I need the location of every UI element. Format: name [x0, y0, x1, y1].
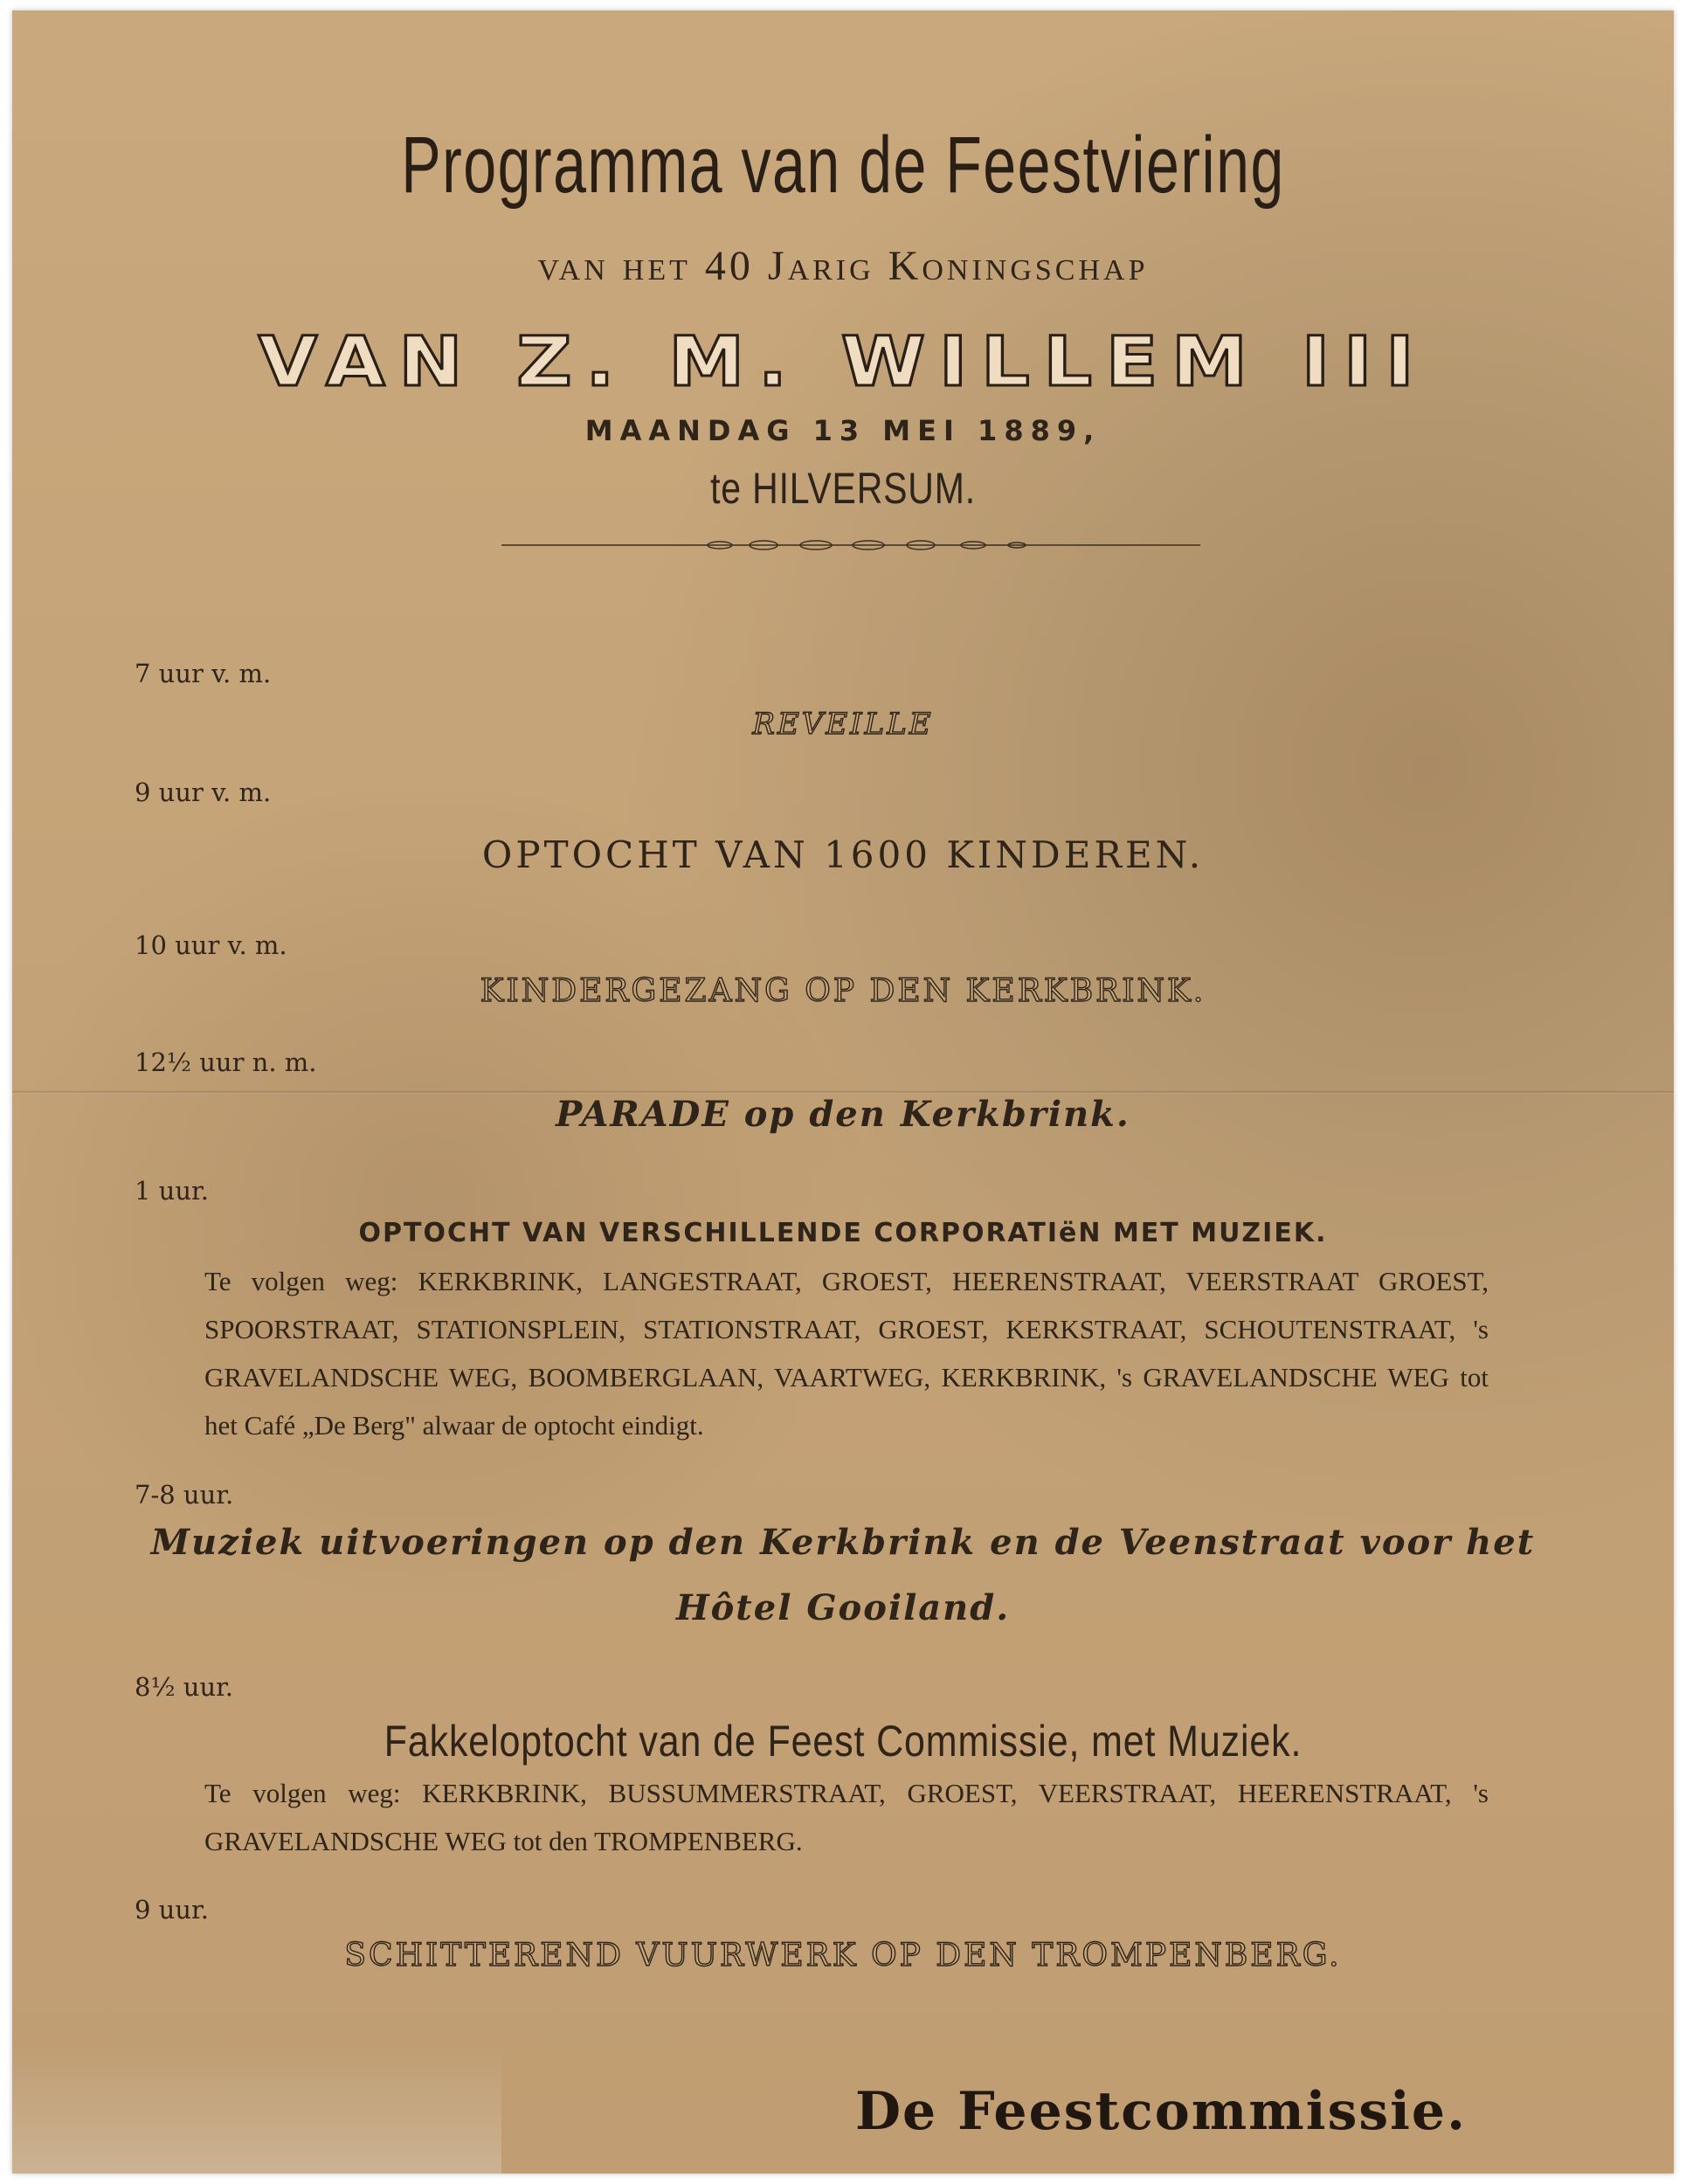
- event-music-line2: Hôtel Gooiland.: [675, 1587, 1011, 1628]
- time-label: 7-8 uur.: [135, 1480, 234, 1510]
- program-sheet: [12, 10, 1674, 2174]
- page-subtitle: van het 40 Jarig Koningschap: [537, 243, 1149, 289]
- event-music-line1: Muziek uitvoeringen op den Kerkbrink en de Veenstraat voor het: [150, 1522, 1536, 1563]
- event-reveille: REVEILLE: [752, 707, 934, 742]
- route-text: Te volgen weg: KERKBRINK, LANGESTRAAT, GROEST, HEERENSTRAAT, VEERSTRAAT GROEST, SPOORSTRAAT, STATIONSPLEIN, STATIONSTRAAT, GROEST, KERKSTRAAT, SCHOUTENSTRAAT, 's GRAVELANDSCHE WEG, BOOMBERGLAAN, VAARTWEG, KERKBRINK, 's GRAVELANDSCHE WEG tot het Café „De Berg" alwaar de optocht eindigt.: [204, 1266, 1489, 1441]
- time-label: 9 uur.: [135, 1895, 209, 1925]
- time-label: 12½ uur n. m.: [135, 1047, 317, 1077]
- event-corporations-parade: OPTOCHT VAN VERSCHILLENDE CORPORATIëN MET MUZIEK.: [358, 1218, 1328, 1248]
- ornamental-rule-icon: [501, 540, 1200, 550]
- event-children-parade: OPTOCHT VAN 1600 KINDEREN.: [481, 833, 1205, 876]
- time-label: 8½ uur.: [135, 1672, 234, 1702]
- time-label: 10 uur v. m.: [135, 930, 287, 960]
- event-parade: PARADE op den Kerkbrink.: [556, 1094, 1130, 1135]
- time-label: 1 uur.: [135, 1176, 209, 1206]
- time-label: 7 uur v. m.: [135, 659, 272, 688]
- paper-stain: [12, 2046, 501, 2174]
- signature: De Feestcommissie.: [855, 2081, 1467, 2142]
- route-text: Te volgen weg: KERKBRINK, BUSSUMMERSTRAAT, GROEST, VEERSTRAAT, HEERENSTRAAT, 's GRAVELANDSCHE WEG tot den TROMPENBERG.: [204, 1778, 1489, 1856]
- king-heading: VAN Z. M. WILLEM III: [258, 323, 1428, 402]
- event-date: MAANDAG 13 MEI 1889,: [584, 414, 1102, 447]
- event-place: te HILVERSUM.: [710, 464, 976, 513]
- event-fireworks: SCHITTEREND VUURWERK OP DEN TROMPENBERG.: [344, 1938, 1342, 1973]
- page-title: Programma van de Feestviering: [401, 121, 1285, 210]
- time-label: 9 uur v. m.: [135, 778, 272, 807]
- event-torch-parade: Fakkeloptocht van de Feest Commissie, met Muziek.: [383, 1717, 1303, 1766]
- event-children-singing: KINDERGEZANG OP DEN KERKBRINK.: [480, 973, 1206, 1009]
